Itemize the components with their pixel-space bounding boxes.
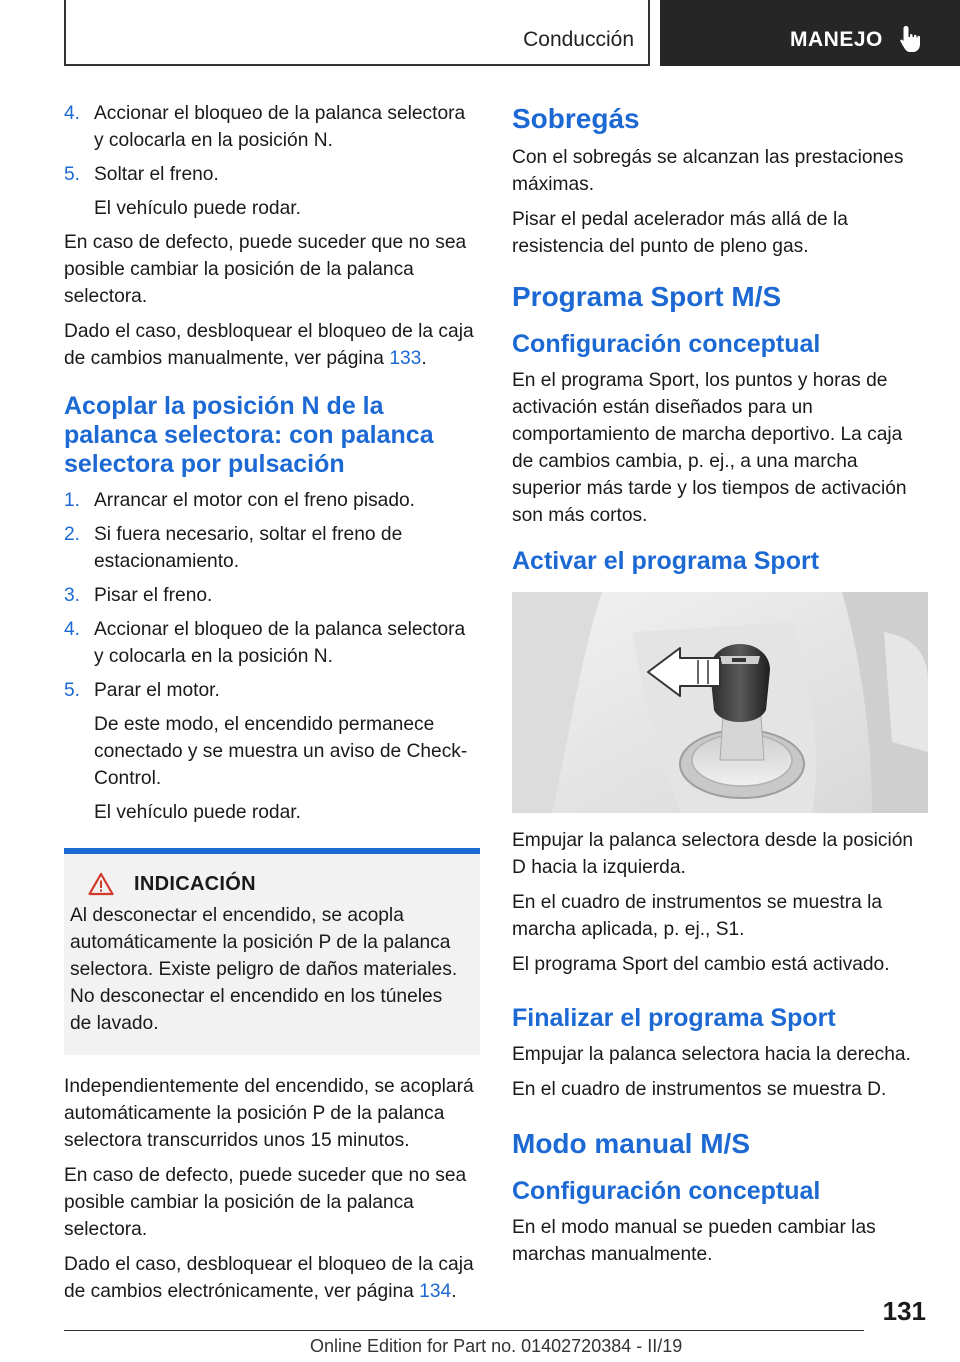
subsection-heading: Configuración conceptual [512,1177,821,1205]
paragraph: En caso de defecto, puede suceder que no sea posible cambiar la posición de la palanca selectora. [64,232,467,307]
paragraph [64,1251,480,1305]
step-number: 4. [64,103,81,124]
section-title: MANEJO [790,28,883,51]
paragraph: En el modo manual se pueden cambiar las marchas manualmente. [512,1217,876,1265]
page-number: 131 [882,1296,926,1326]
paragraph: En el cuadro de instrumentos se muestra la marcha aplicada, p. ej., S1. [512,892,883,940]
step-number: 5. [64,164,81,185]
left-column [64,100,480,1313]
edition-note: Online Edition for Part no. 01402720384 - II/19 [310,1336,683,1356]
section-heading: Modo manual M/S [512,1128,750,1159]
subsection-heading: Configuración conceptual [512,330,821,358]
step-text: Si fuera necesario, soltar el freno de estacionamiento. [94,524,403,572]
gear-selector-drawing [512,592,928,813]
notice-box [64,848,480,1055]
paragraph: Con el sobregás se alcanzan las prestaciones máximas. [512,147,904,195]
header-chapter-box [64,0,650,66]
step-number: 5. [64,680,81,701]
list-item [64,521,480,575]
gear-selector-illustration [512,592,928,813]
paragraph-text: . [421,348,427,369]
step-number: 2. [64,524,81,545]
step-text: Pisar el freno. [94,585,213,606]
paragraph-text: Dado el caso, desbloquear el bloqueo de la caja de cambios electrónicamente, ver página [64,1254,474,1302]
step-text: Arrancar el motor con el freno pisado. [94,490,416,511]
step-number: 1. [64,490,81,511]
footer-divider [64,1330,864,1331]
steps-list-b [64,487,480,826]
subsection-heading: Activar el programa Sport [512,547,820,575]
step-note: De este modo, el encendido permanece conectado y se muestra un aviso de Check-Control. [94,714,468,789]
list-item [64,161,480,222]
hand-pointer-icon [898,24,924,54]
section-heading: Acoplar la posición N de la palanca selectora: con palanca selectora por pulsación [64,392,434,478]
warning-triangle-icon [88,872,114,896]
subsection-heading: Finalizar el programa Sport [512,1004,836,1032]
paragraph: En caso de defecto, puede suceder que no sea posible cambiar la posición de la palanca selectora. [64,1165,467,1240]
page-link[interactable]: 133 [389,348,422,369]
paragraph: Pisar el pedal acelerador más allá de la resistencia del punto de pleno gas. [512,209,848,257]
list-item [64,487,480,514]
step-number: 3. [64,585,81,606]
step-text: Accionar el bloqueo de la palanca selectora y colocarla en la posición N. [94,103,466,151]
notice-title: INDICACIÓN [134,872,256,895]
list-item [64,677,480,826]
list-item [64,100,480,154]
paragraph: Empujar la palanca selectora desde la posición D hacia la izquierda. [512,830,914,878]
page-link[interactable]: 134 [419,1281,452,1302]
step-number: 4. [64,619,81,640]
right-column [512,100,928,1276]
header-section-box [660,0,960,66]
step-text: Parar el motor. [94,680,220,701]
paragraph: En el programa Sport, los puntos y horas de activación están diseñados para un comportamiento de marcha deportivo. La caja de cambios cambia, p. ej., a una marcha superior más tarde y los tiempos de activación son más cortos. [512,370,907,526]
paragraph [64,318,480,372]
paragraph: Empujar la palanca selectora hacia la derecha. [512,1044,911,1065]
list-item [64,616,480,670]
chapter-title: Conducción [523,28,634,51]
list-item [64,582,480,609]
steps-list-a [64,100,480,222]
paragraph: En el cuadro de instrumentos se muestra D. [512,1079,887,1100]
notice-text: Al desconectar el encendido, se acopla automáticamente la posición P de la palanca selectora. Existe peligro de daños materiales. No desconectar el encendido en los túneles de lavado. [70,905,458,1034]
section-heading: Sobregás [512,103,640,134]
step-text: Soltar el freno. [94,164,219,185]
step-text: Accionar el bloqueo de la palanca selectora y colocarla en la posición N. [94,619,466,667]
paragraph: Independientemente del encendido, se acoplará automáticamente la posición P de la palanca selectora transcurridos unos 15 minutos. [64,1076,474,1151]
paragraph-text: . [451,1281,457,1302]
paragraph-text: Dado el caso, desbloquear el bloqueo de la caja de cambios manualmente, ver página [64,321,474,369]
section-heading: Programa Sport M/S [512,281,782,312]
paragraph: El programa Sport del cambio está activado. [512,954,890,975]
step-note: El vehículo puede rodar. [94,802,301,823]
notice-header [70,872,468,896]
step-note: El vehículo puede rodar. [94,198,301,219]
